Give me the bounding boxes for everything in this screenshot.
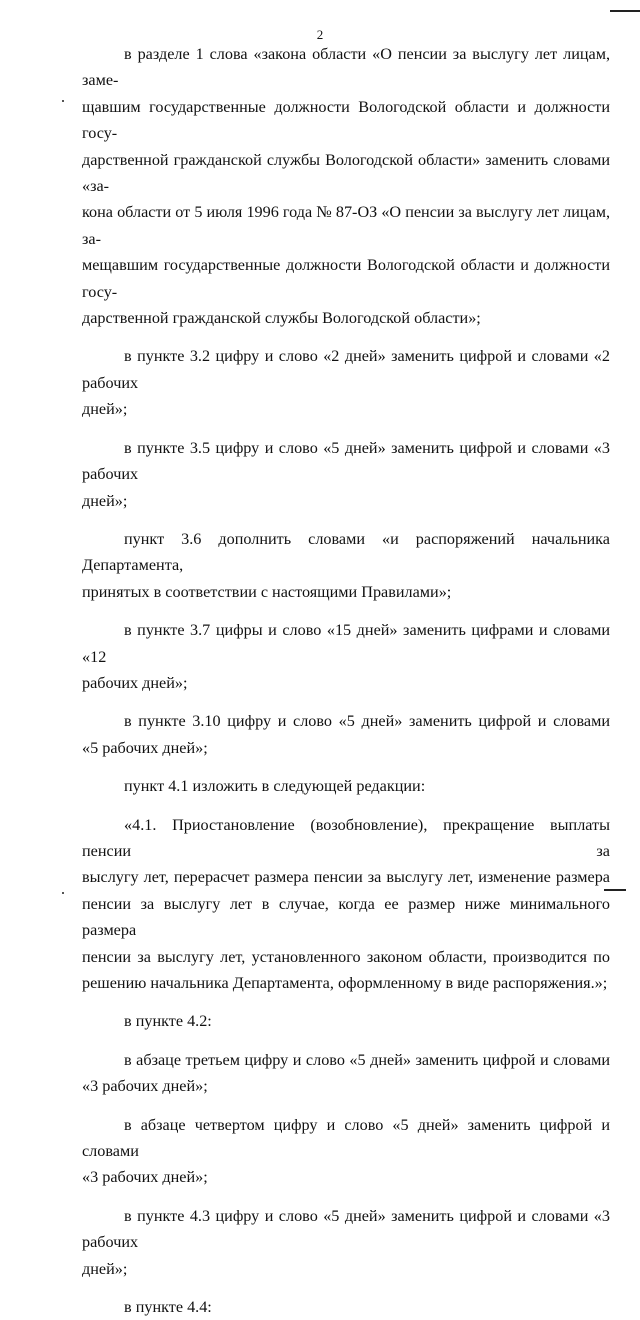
scan-mark-bottom-right [604, 889, 626, 891]
paragraph-section-1 [82, 41, 610, 331]
paragraph-point-4-2-third [82, 1047, 610, 1100]
scan-dot-left [62, 100, 64, 102]
text-line: кона области от 5 июля 1996 года № 87-ОЗ «О пенсии за выслугу лет лицам, за- [82, 203, 610, 248]
text-line: в пункте 3.2 цифру и слово «2 дней» заменить цифрой и словами «2 рабочих [82, 347, 610, 392]
paragraph-point-3-6 [82, 526, 610, 605]
paragraph-point-3-10 [82, 708, 610, 761]
scan-mark-top-right [610, 10, 640, 12]
text-line: в разделе 1 слова «закона области «О пенсии за выслугу лет лицам, заме- [82, 45, 610, 90]
document-body [82, 41, 610, 1320]
text-line: дней»; [82, 491, 128, 510]
page-number: 2 [316, 27, 324, 42]
text-line: в пункте 3.5 цифру и слово «5 дней» заменить цифрой и словами «3 рабочих [82, 438, 610, 484]
paragraph-point-3-2 [82, 343, 610, 422]
text-line: дарственной гражданской службы Вологодской области» заменить словами «за- [82, 150, 610, 196]
text-line: в абзаце третьем цифру и слово «5 дней» заменить цифрой и словами [124, 1050, 610, 1069]
text-line: «5 рабочих дней»; [82, 738, 208, 757]
text-line: пункт 3.6 дополнить словами «и распоряжений начальника Департамента, [82, 529, 610, 575]
text-line: выслугу лет, перерасчет размера пенсии за выслугу лет, изменение размера [82, 868, 610, 887]
text-line: пенсии за выслугу лет, установленного законом области, производится по [82, 947, 610, 966]
text-line: принятых в соответствии с настоящими Правилами»; [82, 582, 452, 601]
text-line: в пункте 3.10 цифру и слово «5 дней» заменить цифрой и словами [124, 712, 610, 731]
paragraph-point-3-7 [82, 617, 610, 696]
paragraph-point-4-1-intro [82, 773, 610, 799]
text-line: в пункте 3.7 цифры и слово «15 дней» заменить цифрами и словами «12 [82, 621, 610, 666]
text-line: дарственной гражданской службы Вологодской области»; [82, 309, 481, 328]
text-line: решению начальника Департамента, оформленному в виде распоряжения.»; [82, 974, 608, 992]
paragraph-point-4-1-text [82, 812, 610, 997]
text-line: мещавшим государственные должности Вологодской области и должности госу- [82, 256, 610, 301]
text-line: «3 рабочих дней»; [82, 1168, 208, 1187]
text-line: пенсии за выслугу лет в случае, когда ее размер ниже минимального размера [82, 894, 610, 940]
paragraph-point-4-3 [82, 1203, 610, 1282]
scan-dot-bottom-left [62, 892, 64, 894]
text-line: в пункте 4.3 цифру и слово «5 дней» заменить цифрой и словами «3 рабочих [82, 1206, 610, 1252]
text-line: «3 рабочих дней»; [82, 1077, 208, 1096]
text-line: в абзаце четвертом цифру и слово «5 дней» заменить цифрой и словами [82, 1115, 610, 1161]
text-line: рабочих дней»; [82, 673, 188, 692]
paragraph-point-4-2 [82, 1008, 610, 1034]
paragraph-point-4-4 [82, 1294, 610, 1320]
text-line: дней»; [82, 1259, 128, 1278]
text-line: дней»; [82, 400, 128, 419]
text-line: «4.1. Приостановление (возобновление), прекращение выплаты пенсии за [82, 815, 610, 860]
paragraph-point-3-5 [82, 435, 610, 514]
paragraph-point-4-2-fourth [82, 1112, 610, 1191]
text-line: пункт 4.1 изложить в следующей редакции: [124, 777, 426, 796]
text-line: в пункте 4.2: [124, 1012, 212, 1031]
text-line: щавшим государственные должности Вологодской области и должности госу- [82, 97, 610, 143]
text-line: в пункте 4.4: [124, 1298, 212, 1317]
